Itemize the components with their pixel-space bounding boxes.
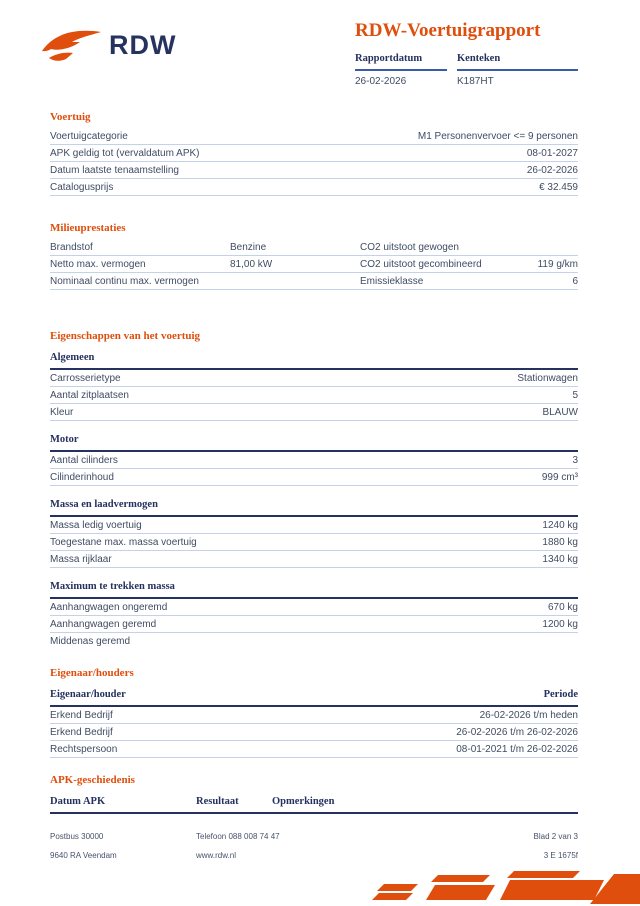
table-row [50,404,578,421]
row-label: Rechtspersoon [50,744,118,755]
section-eigenschappen [50,330,578,649]
section-eigenaar-houders [50,667,578,758]
row-value: € 32.459 [539,182,578,193]
tire-track-art [368,870,640,904]
row-label: Emissieklasse [360,276,424,287]
subsection-algemeen [50,351,578,421]
subsection-motor [50,433,578,486]
row-value: 81,00 kW [230,259,273,270]
row-label: APK geldig tot (vervaldatum APK) [50,148,200,159]
kenteken-label: Kenteken [457,53,578,71]
row-value: 26-02-2026 t/m 26-02-2026 [456,727,578,738]
rapportdatum-value: 26-02-2026 [355,76,407,87]
row-value: 999 cm³ [541,472,578,483]
row-value: 1340 kg [542,554,578,565]
row-label: Kleur [50,407,74,418]
table-row [50,469,578,486]
section-title-eigenaar: Eigenaar/houders [50,667,134,679]
table-row [50,239,578,256]
footer-phone: Telefoon 088 008 74 47 [196,832,280,841]
row-value: 5 [572,390,578,401]
footer-address-line1: Postbus 30000 [50,832,104,841]
footer-document-code: 3 E 1675f [543,851,578,860]
table-row [50,273,578,290]
kenteken-value: K187HT [457,76,494,87]
table-row [50,724,578,741]
row-value: 08-01-2021 t/m 26-02-2026 [456,744,578,755]
row-value: 119 g/km [537,259,578,270]
column-header-datum-apk: Datum APK [50,796,106,807]
row-label: Massa ledig voertuig [50,520,142,531]
row-value: 1880 kg [542,537,578,548]
rdw-logo [40,20,176,66]
row-value: 1240 kg [542,520,578,531]
subsection-title: Motor [50,433,578,452]
table-row [50,145,578,162]
report-head-block [355,20,578,87]
row-label: Carrosserietype [50,373,121,384]
row-label: Voertuigcategorie [50,131,128,142]
table-row [50,616,578,633]
subsection-massa-laadvermogen [50,498,578,568]
table-row [50,633,578,649]
row-label: Aanhangwagen ongeremd [50,602,168,613]
row-value: 26-02-2026 [526,165,578,176]
section-apk-geschiedenis [50,774,578,814]
row-label: Datum laatste tenaamstelling [50,165,179,176]
table-row [50,387,578,404]
section-title-milieuprestaties: Milieuprestaties [50,222,126,234]
subsection-maximum-trekken-massa [50,580,578,649]
report-header [0,0,640,87]
row-label: Catalogusprijs [50,182,114,193]
table-row [50,551,578,568]
subsection-title: Maximum te trekken massa [50,580,578,599]
row-label: CO2 uitstoot gecombineerd [360,259,482,270]
apk-table-header [50,791,578,814]
row-label: Erkend Bedrijf [50,710,113,721]
row-value: Stationwagen [517,373,578,384]
table-row [50,179,578,196]
table-row [50,162,578,179]
row-value: 3 [572,455,578,466]
footer-line-1 [50,832,578,841]
row-label: Aantal zitplaatsen [50,390,129,401]
row-label: Nominaal continu max. vermogen [50,276,199,287]
row-label: Erkend Bedrijf [50,727,113,738]
table-row [50,707,578,724]
row-label: CO2 uitstoot gewogen [360,242,459,253]
row-label: Cilinderinhoud [50,472,114,483]
rdw-swoosh-icon [40,24,102,66]
section-title-eigenschappen: Eigenschappen van het voertuig [50,330,201,342]
row-label: Aantal cilinders [50,455,118,466]
row-label: Brandstof [50,242,93,253]
section-title-voertuig: Voertuig [50,111,91,123]
subsection-title: Algemeen [50,351,578,370]
row-label: Aanhangwagen geremd [50,619,157,630]
subsection-title: Massa en laadvermogen [50,498,578,517]
owners-table-header [50,684,578,707]
report-body [50,111,578,814]
table-row [50,741,578,758]
report-meta [355,53,578,87]
table-row [50,599,578,616]
section-title-apk: APK-geschiedenis [50,774,135,786]
row-value: 26-02-2026 t/m heden [479,710,578,721]
rapportdatum-column [355,53,447,87]
row-label: Toegestane max. massa voertuig [50,537,197,548]
table-row [50,534,578,551]
rdw-logo-text: RDW [109,30,177,60]
page-title: RDW-Voertuigrapport [355,20,541,41]
column-header-eigenaar: Eigenaar/houder [50,689,126,700]
row-value: 08-01-2027 [526,148,578,159]
footer-address-line2: 9640 RA Veendam [50,851,117,860]
row-value: 670 kg [547,602,578,613]
page-footer [50,832,578,870]
row-value: BLAUW [542,407,578,418]
row-label: Middenas geremd [50,636,131,647]
row-value: 6 [572,276,578,287]
footer-website: www.rdw.nl [196,851,237,860]
row-value: Benzine [230,242,267,253]
rapportdatum-label: Rapportdatum [355,53,447,71]
row-value: 1200 kg [542,619,578,630]
row-value: M1 Personenvervoer <= 9 personen [417,131,578,142]
table-row [50,128,578,145]
table-row [50,517,578,534]
table-row [50,370,578,387]
column-header-opmerkingen: Opmerkingen [272,796,335,807]
section-milieuprestaties [50,222,578,290]
footer-page-number: Blad 2 van 3 [533,832,578,841]
table-row [50,452,578,469]
row-label: Massa rijklaar [50,554,112,565]
column-header-resultaat: Resultaat [196,796,239,807]
kenteken-column [457,53,578,87]
table-row [50,256,578,273]
footer-line-2 [50,851,578,860]
column-header-periode: Periode [543,689,578,700]
row-label: Netto max. vermogen [50,259,146,270]
section-voertuig [50,111,578,196]
